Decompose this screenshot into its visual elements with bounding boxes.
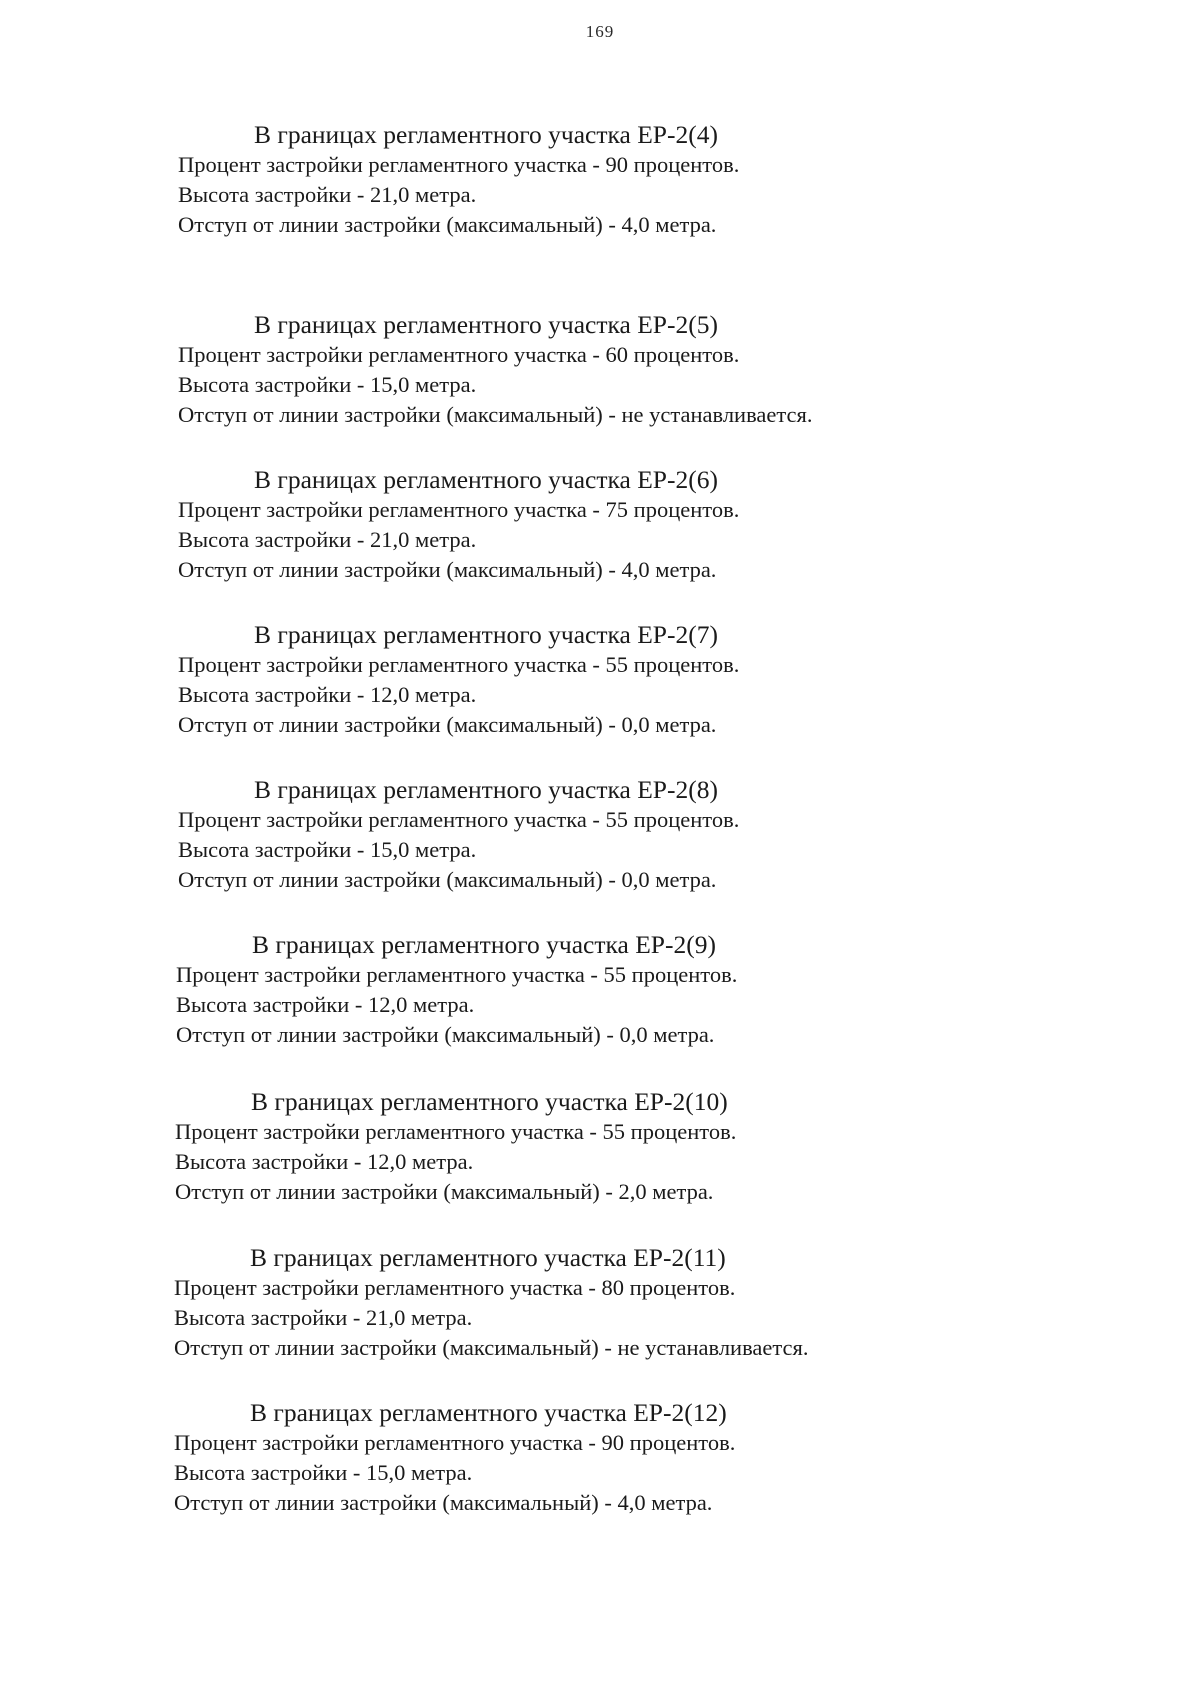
height-line: Высота застройки - 15,0 метра. xyxy=(174,1460,473,1485)
coverage-line: Процент застройки регламентного участка - 80 процентов. xyxy=(174,1275,736,1300)
section-heading: В границах регламентного участка ЕР-2(10) xyxy=(251,1087,728,1116)
section-heading: В границах регламентного участка ЕР-2(4) xyxy=(254,120,718,149)
coverage-line: Процент застройки регламентного участка - 55 процентов. xyxy=(178,807,740,832)
page-number: 169 xyxy=(585,22,615,41)
setback-line: Отступ от линии застройки (максимальный) - 0,0 метра. xyxy=(178,712,717,737)
coverage-line: Процент застройки регламентного участка - 55 процентов. xyxy=(175,1119,737,1144)
regulation-section xyxy=(178,620,998,740)
height-line: Высота застройки - 21,0 метра. xyxy=(178,182,477,207)
section-heading: В границах регламентного участка ЕР-2(8) xyxy=(254,775,718,804)
regulation-section xyxy=(174,1398,994,1518)
setback-line: Отступ от линии застройки (максимальный) - не устанавливается. xyxy=(174,1335,809,1360)
section-heading: В границах регламентного участка ЕР-2(6) xyxy=(254,465,718,494)
setback-line: Отступ от линии застройки (максимальный) - 0,0 метра. xyxy=(176,1022,715,1047)
setback-line: Отступ от линии застройки (максимальный) - 2,0 метра. xyxy=(175,1179,714,1204)
section-heading: В границах регламентного участка ЕР-2(11) xyxy=(250,1243,726,1272)
setback-line: Отступ от линии застройки (максимальный) - 4,0 метра. xyxy=(174,1490,713,1515)
section-heading: В границах регламентного участка ЕР-2(7) xyxy=(254,620,718,649)
regulation-section xyxy=(178,120,998,240)
setback-line: Отступ от линии застройки (максимальный) - 4,0 метра. xyxy=(178,212,717,237)
height-line: Высота застройки - 15,0 метра. xyxy=(178,372,477,397)
coverage-line: Процент застройки регламентного участка - 90 процентов. xyxy=(174,1430,736,1455)
setback-line: Отступ от линии застройки (максимальный) - 0,0 метра. xyxy=(178,867,717,892)
coverage-line: Процент застройки регламентного участка - 75 процентов. xyxy=(178,497,740,522)
coverage-line: Процент застройки регламентного участка - 90 процентов. xyxy=(178,152,740,177)
section-heading: В границах регламентного участка ЕР-2(5) xyxy=(254,310,718,339)
height-line: Высота застройки - 21,0 метра. xyxy=(178,527,477,552)
coverage-line: Процент застройки регламентного участка - 60 процентов. xyxy=(178,342,740,367)
regulation-section xyxy=(174,1243,994,1363)
height-line: Высота застройки - 21,0 метра. xyxy=(174,1305,473,1330)
regulation-section xyxy=(178,310,998,430)
coverage-line: Процент застройки регламентного участка - 55 процентов. xyxy=(178,652,740,677)
height-line: Высота застройки - 15,0 метра. xyxy=(178,837,477,862)
regulation-section xyxy=(178,465,998,585)
height-line: Высота застройки - 12,0 метра. xyxy=(178,682,477,707)
setback-line: Отступ от линии застройки (максимальный) - 4,0 метра. xyxy=(178,557,717,582)
regulation-section xyxy=(175,1087,995,1207)
regulation-section xyxy=(176,930,996,1050)
section-heading: В границах регламентного участка ЕР-2(9) xyxy=(252,930,716,959)
section-heading: В границах регламентного участка ЕР-2(12) xyxy=(250,1398,727,1427)
setback-line: Отступ от линии застройки (максимальный) - не устанавливается. xyxy=(178,402,813,427)
height-line: Высота застройки - 12,0 метра. xyxy=(176,992,475,1017)
regulation-section xyxy=(178,775,998,895)
height-line: Высота застройки - 12,0 метра. xyxy=(175,1149,474,1174)
coverage-line: Процент застройки регламентного участка - 55 процентов. xyxy=(176,962,738,987)
